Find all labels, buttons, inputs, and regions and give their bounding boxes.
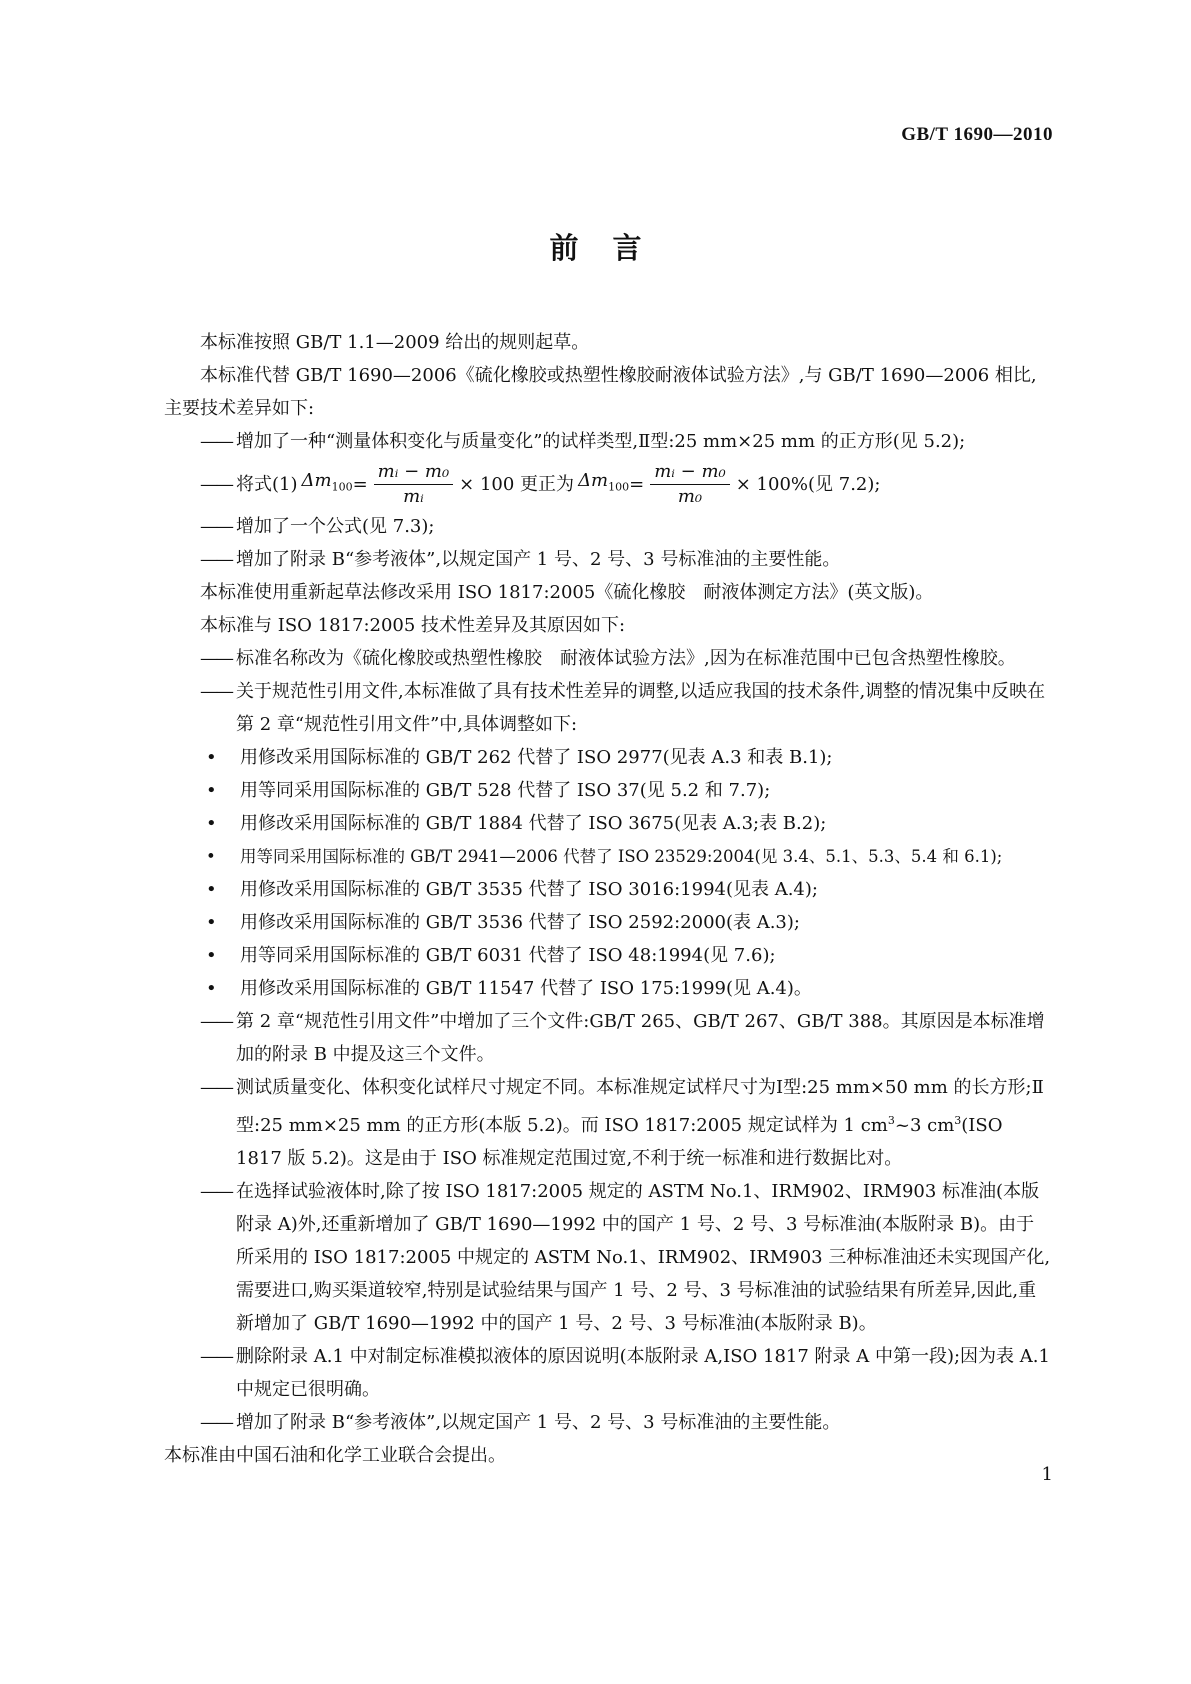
fraction-numerator: mᵢ − m₀ (650, 462, 730, 485)
dash-text: 增加了一个公式(见 7.3); (236, 516, 435, 537)
dash-text: 关于规范性引用文件,本标准做了具有技术性差异的调整,以适应我国的技术条件,调整的情况集中反映在第 2 章“规范性引用文件”中,具体调整如下: (236, 681, 1046, 735)
bullet-icon: • (206, 747, 217, 768)
paragraph: 本标准按照 GB/T 1.1—2009 给出的规则起草。 (200, 332, 590, 353)
formula-prefix: 将式(1) (236, 473, 298, 495)
dash-item (164, 425, 1051, 458)
dash-text: 删除附录 A.1 中对制定标准模拟液体的原因说明(本版附录 A,ISO 1817 附录 A 中第一段);因为表 A.1 中规定已很明确。 (236, 1346, 1050, 1400)
dash-glyph: —— (200, 516, 232, 537)
paragraph: 本标准由中国石油和化学工业联合会提出。 (164, 1445, 506, 1466)
list-item: • 用修改采用国际标准的 GB/T 11547 代替了 ISO 175:1999(见 A.4)。 (164, 972, 1051, 1005)
dash-item (164, 675, 1051, 741)
dash-glyph: —— (200, 648, 232, 669)
list-item: • 用修改采用国际标准的 GB/T 262 代替了 ISO 2977(见表 A.3 和表 B.1); (164, 741, 1051, 774)
formula-mid: × 100 更正为 (459, 473, 575, 495)
formula-eq: = (352, 473, 368, 495)
formula-lhs: $\Delta m_{100}$ (578, 470, 630, 494)
list-item: • 用等同采用国际标准的 GB/T 2941—2006 代替了 ISO 23529:2004(见 3.4、5.1、5.3、5.4 和 6.1); (164, 840, 1051, 873)
dash-item (164, 543, 1051, 576)
bullet-list (164, 741, 1051, 1005)
page-title: 前言 (549, 231, 676, 265)
formula-lhs: $\Delta m_{100}$ (301, 470, 353, 494)
dash-glyph: —— (200, 1077, 232, 1098)
bullet-icon: • (206, 912, 217, 933)
paragraph: 本标准代替 GB/T 1690—2006《硫化橡胶或热塑性橡胶耐液体试验方法》,与 GB/T 1690—2006 相比,主要技术差异如下: (164, 365, 1037, 419)
dash-glyph: —— (200, 473, 232, 495)
bullet-icon: • (206, 780, 217, 801)
dash-glyph: —— (200, 431, 232, 452)
dash-item (164, 510, 1051, 543)
bullet-icon: • (206, 813, 217, 834)
dash-text: 在选择试验液体时,除了按 ISO 1817:2005 规定的 ASTM No.1、IRM902、IRM903 标准油(本版附录 A)外,还重新增加了 GB/T 1690—1992 中的国产 1 号、2 号、3 号标准油(本版附录 B)。由于所采用的 ISO 1817:2005 中规定的 ASTM No.1、IRM902、IRM903 三种标准油还未实现国产化,需要进口,购买渠道较窄,特别是试验结果与国产 1 号、2 号、3 号标准油的试验结果有所差异,因此,重新增加了 GB/T 1690—1992 中的国产 1 号、2 号、3 号标准油(本版附录 B)。 (236, 1181, 1051, 1334)
list-item: • 用等同采用国际标准的 GB/T 528 代替了 ISO 37(见 5.2 和 7.7); (164, 774, 1051, 807)
standard-number: GB/T 1690—2010 (901, 124, 1053, 145)
dash-item (164, 1005, 1051, 1071)
page-number: 1 (1041, 1464, 1053, 1485)
dash-item (164, 1340, 1051, 1406)
dash-text: 增加了一种“测量体积变化与质量变化”的试样类型,Ⅱ型:25 mm×25 mm 的正方形(见 5.2); (236, 431, 966, 452)
list-item: • 用修改采用国际标准的 GB/T 3535 代替了 ISO 3016:1994(见表 A.4); (164, 873, 1051, 906)
dash-text: 增加了附录 B“参考液体”,以规定国产 1 号、2 号、3 号标准油的主要性能。 (236, 549, 841, 570)
dash-text: 增加了附录 B“参考液体”,以规定国产 1 号、2 号、3 号标准油的主要性能。 (236, 1412, 841, 1433)
dash-item (164, 1175, 1051, 1340)
dash-text: 第 2 章“规范性引用文件”中增加了三个文件:GB/T 265、GB/T 267、GB/T 388。其原因是本标准增加的附录 B 中提及这三个文件。 (236, 1011, 1045, 1065)
dash-glyph: —— (200, 681, 232, 702)
paragraph: 本标准与 ISO 1817:2005 技术性差异及其原因如下: (200, 615, 626, 636)
fraction-numerator: mᵢ − m₀ (374, 462, 454, 485)
paragraph: 本标准使用重新起草法修改采用 ISO 1817:2005《硫化橡胶 耐液体测定方法》(英文版)。 (200, 582, 934, 603)
dash-glyph: —— (200, 1181, 232, 1202)
dash-glyph: —— (200, 1412, 232, 1433)
dash-text: 测试质量变化、体积变化试样尺寸规定不同。本标准规定试样尺寸为Ⅰ型:25 mm×50 mm 的长方形;Ⅱ型:25 mm×25 mm 的正方形(本版 5.2)。而 ISO 1817:2005 规定试样为 1 $cm^3\sim 3$ $cm^3(ISO$ 1817 版 5.2)。这是由于 ISO 标准规定范围过宽,不利于统一标准和进行数据比对。 (236, 1077, 1044, 1169)
dash-item (164, 642, 1051, 675)
bullet-icon: • (206, 978, 217, 999)
dash-item (164, 1071, 1051, 1175)
list-item: • 用修改采用国际标准的 GB/T 1884 代替了 ISO 3675(见表 A.3;表 B.2); (164, 807, 1051, 840)
list-item: • 用等同采用国际标准的 GB/T 6031 代替了 ISO 48:1994(见 7.6); (164, 939, 1051, 972)
dash-glyph: —— (200, 549, 232, 570)
bullet-icon: • (206, 879, 217, 900)
dash-glyph: —— (200, 1346, 232, 1367)
formula-suffix: × 100%(见 7.2); (735, 473, 881, 495)
fraction-denominator: mᵢ (403, 485, 424, 507)
dash-text: 标准名称改为《硫化橡胶或热塑性橡胶 耐液体试验方法》,因为在标准范围中已包含热塑性橡胶。 (236, 648, 1016, 669)
dash-item (164, 1406, 1051, 1439)
fraction-old (374, 462, 454, 507)
list-item: • 用修改采用国际标准的 GB/T 3536 代替了 ISO 2592:2000(表 A.3); (164, 906, 1051, 939)
formula-line (200, 458, 1051, 510)
preface-body (164, 326, 1051, 1472)
dash-glyph: —— (200, 1011, 232, 1032)
bullet-icon: • (206, 847, 216, 866)
fraction-denominator: m₀ (677, 485, 703, 507)
fraction-new (650, 462, 730, 507)
formula-eq: = (629, 473, 645, 495)
bullet-icon: • (206, 945, 217, 966)
